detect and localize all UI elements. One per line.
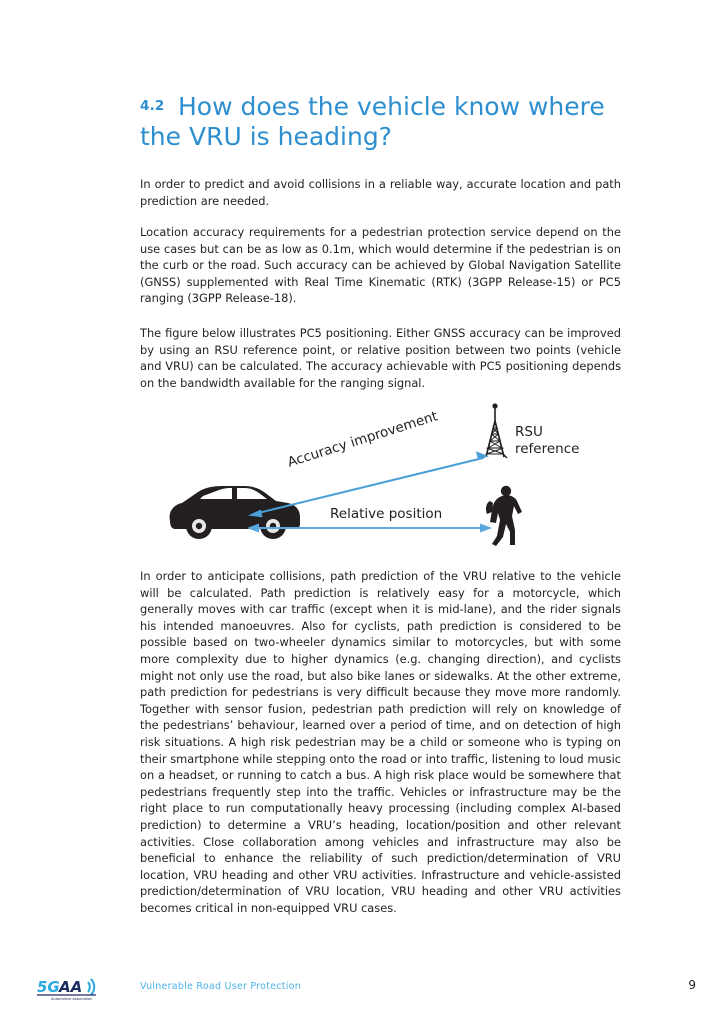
- paragraph-2: Location accuracy requirements for a pedestrian protection service depend on the use cases but can be as low as 0.1m, which would determine if the pedestrian is on the curb or the road. Such accuracy can be achieved by Global Navigation Satellite (GNSS) supplemented with Real Time Kinematic (RTK) (3GPP Release-15) or PC5 ranging (3GPP Release-18).: [140, 225, 621, 306]
- logo-tagline: Automotive Association: [51, 997, 93, 1001]
- paragraph-1: In order to predict and avoid collisions in a reliable way, accurate location and path prediction are needed.: [140, 177, 621, 208]
- logo-text-5g: 5G: [37, 978, 60, 996]
- page-footer: [0, 965, 724, 1024]
- footer-document-title: Vulnerable Road User Protection: [140, 981, 301, 992]
- rsu-reference-label: [515, 424, 579, 458]
- rsu-label-line1: RSU: [515, 424, 543, 440]
- 5gaa-logo: [36, 975, 112, 1005]
- rsu-tower-icon: [483, 403, 507, 458]
- paragraph-4: In order to anticipate collisions, path prediction of the VRU relative to the vehicle will be calculated. Path prediction is relatively easy for a motorcycle, which generally moves with car traffic (except when it is mid-lane), and the rider signals his intended manoeuvres. Also for cyclists, path prediction is considered to be possible based on two-wheeler dynamics similar to motorcycles, but with some more complexity due to higher dynamics (e.g. changing direction), and cyclists might not only use the road, but also bike lanes or sidewalks. At the other extreme, path prediction for pedestrians is very difficult because they move more randomly. Together with sensor fusion, pedestrian path prediction will rely on knowledge of the pedestrians’ behaviour, learned over a period of time, and on detection of high risk situations. A high risk pedestrian may be a child or someone who is typing on their smartphone while stepping onto the road or into traffic, listening to loud music on a headset, or running to catch a bus. A high risk place would be somewhere that pedestrians frequently step into the traffic. Vehicles or infrastructure may be the right place to run computationally heavy processing (including complex AI-based prediction) to determine a VRU’s heading, location/position and other relevant activities. Close collaboration among vehicles and infrastructure may also be beneficial to enhance the reliability of such prediction/determination of VRU location, VRU heading and other VRU activities. Infrastructure and vehicle-assisted prediction/determination of VRU location, VRU heading and other VRU activities becomes critical in non-equipped VRU cases.: [140, 569, 621, 915]
- pedestrian-icon: [486, 486, 522, 546]
- car-icon: [170, 486, 300, 539]
- logo-text-aa: AA: [59, 978, 83, 996]
- section-title: How does the vehicle know where the VRU is heading?: [140, 92, 605, 151]
- section-number: 4.2: [140, 98, 165, 114]
- page-number: 9: [688, 978, 696, 992]
- accuracy-improvement-label: Accuracy improvement: [285, 408, 440, 471]
- figure-graphics: [140, 400, 621, 550]
- relative-position-label: Relative position: [330, 506, 443, 522]
- signal-wave-icon: [88, 979, 94, 995]
- page-title: [140, 92, 610, 152]
- pc5-positioning-figure: [140, 400, 621, 550]
- rsu-label-line2: reference: [515, 441, 580, 457]
- paragraph-3: The figure below illustrates PC5 positioning. Either GNSS accuracy can be improved by using an RSU reference point, or relative position between two points (vehicle and VRU) can be calculated. The accuracy achievable with PC5 positioning depends on the bandwidth available for the ranging signal.: [140, 326, 621, 390]
